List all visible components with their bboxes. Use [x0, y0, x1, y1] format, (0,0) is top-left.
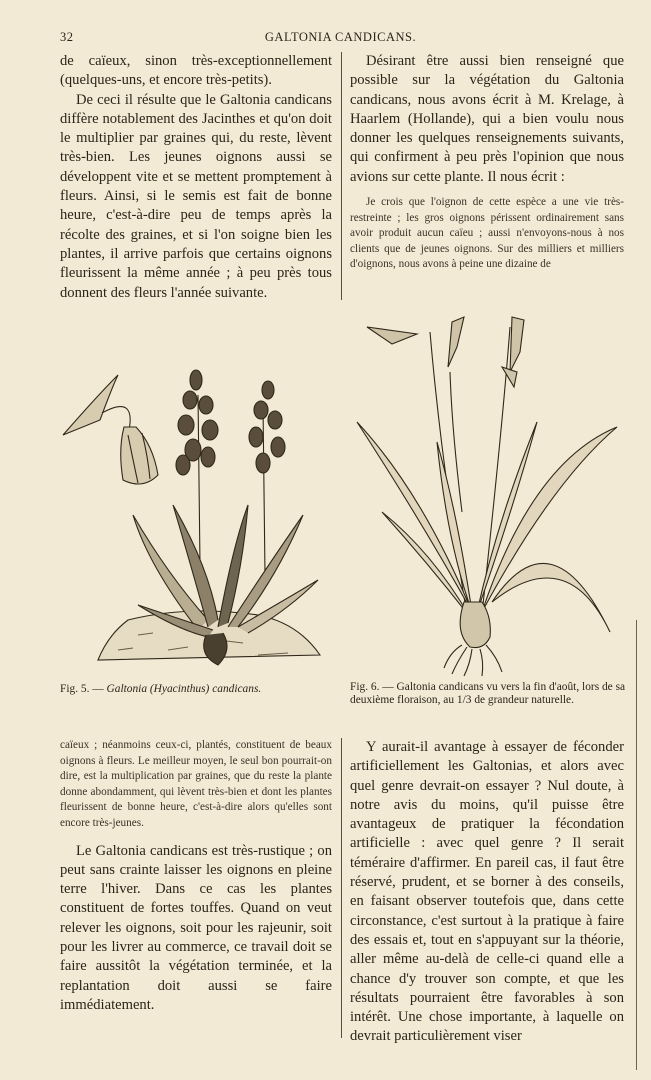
figure-6-illustration	[352, 312, 624, 677]
paragraph: de caïeux, sinon très-exceptionnellement (quelques-uns, et encore très-petits).	[60, 53, 332, 89]
page-edge-line	[636, 620, 637, 1070]
figure-6-text: Galtonia candicans vu vers la fin d'août, lors de sa deuxième floraison, au 1/3 de grandeur naturelle.	[350, 681, 626, 706]
page-header	[60, 30, 621, 48]
figure-5-caption	[60, 683, 340, 696]
figure-6-label: Fig. 6. —	[350, 681, 394, 693]
paragraph: De ceci il résulte que le Galtonia candicans diffère notablement des Jacinthes et qu'on doit le multiplier par graines qui, du reste, lèvent très-bien. Les jeunes oignons aussi se développent vite et se mettent promptement à fleurs. Ainsi, si le semis est fait de bonne heure, c'est-à-dire peu de temps après la récolte des graines, et si l'on soigne bien les plantes, il arrive parfois que certains oignons fleurissent la même année ; à peu près tous donnent des fleurs l'année suivante.	[60, 91, 332, 301]
page-number: 32	[60, 30, 74, 44]
quoted-letter: Je crois que l'oignon de cette espèce a une vie très-restreinte ; les gros oignons périssent ordinairement sans avoir produit aucun caïeu ; aussi n'envoyons-nous à nos clients que de jeunes oignons. Sur des milliers et milliers d'oignons, nous avons à peine une dizaine de	[350, 196, 624, 271]
left-column-bottom	[60, 738, 332, 1015]
figure-6-caption	[350, 681, 626, 707]
running-title: GALTONIA CANDICANS.	[264, 30, 417, 44]
right-column-top	[350, 52, 624, 273]
figure-5-label: Fig. 5. —	[60, 683, 104, 695]
left-column-top	[60, 52, 332, 303]
paragraph: Désirant être aussi bien renseigné que possible sur la végétation du Galtonia candicans, nous avons écrit à M. Krelage, à Haarlem (Hollande), qui a bien voulu nous donner les quelques renseignements suivants, qui confirment à peu près l'opinion que nous avions sur cette plante. Il nous écrit :	[350, 53, 624, 185]
column-divider	[341, 738, 342, 1038]
paragraph: Y aurait-il avantage à essayer de féconder artificiellement les Galtonias, et alors avec quel genre devrait-on essayer ? Nul doute, à notre avis du moins, qu'il puisse être avantageux de pratiquer la fécondation artificielle : avec quel genre ? Il serait téméraire d'affirmer. En pareil cas, il faut être réservé, prudent, et se borner à des conseils, en faisant observer toutefois que, dans cette circonstance, c'est surtout à la pratique à faire des essais et, tout en s'appuyant sur la théorie, aller même au-delà de celle-ci quand elle a chance d'y trouver son compte, et que les résultats pourraient être favorables à son intérêt. Une chose importante, à laquelle on devrait particulièrement viser	[350, 739, 624, 1045]
right-column-bottom	[350, 738, 624, 1047]
figure-5-illustration	[58, 365, 323, 675]
quoted-letter-continued: caïeux ; néanmoins ceux-ci, plantés, constituent de beaux oignons à fleurs. Le meilleur moyen, le seul bon pourrait-on dire, est la multiplication par graines, que du reste la plante donne abondamment, qui lèvent très-bien et dont les plantes fleurissent de bonne heure, c'est-à-dire alors qu'elles sont encore très-jeunes.	[60, 739, 332, 829]
figure-5-text: Galtonia (Hyacinthus) candicans.	[106, 683, 262, 695]
paragraph: Le Galtonia candicans est très-rustique ; on peut sans crainte laisser les oignons en pleine terre l'hiver. Dans ce cas les plantes constituent de fortes touffes. Quand on veut relever les oignons, soit pour les rajeunir, soit pour les livrer au commerce, ce travail doit se faire aussitôt la végétation terminée, et la replantation doit aussi se faire immédiatement.	[60, 842, 332, 1013]
column-divider	[341, 52, 342, 300]
